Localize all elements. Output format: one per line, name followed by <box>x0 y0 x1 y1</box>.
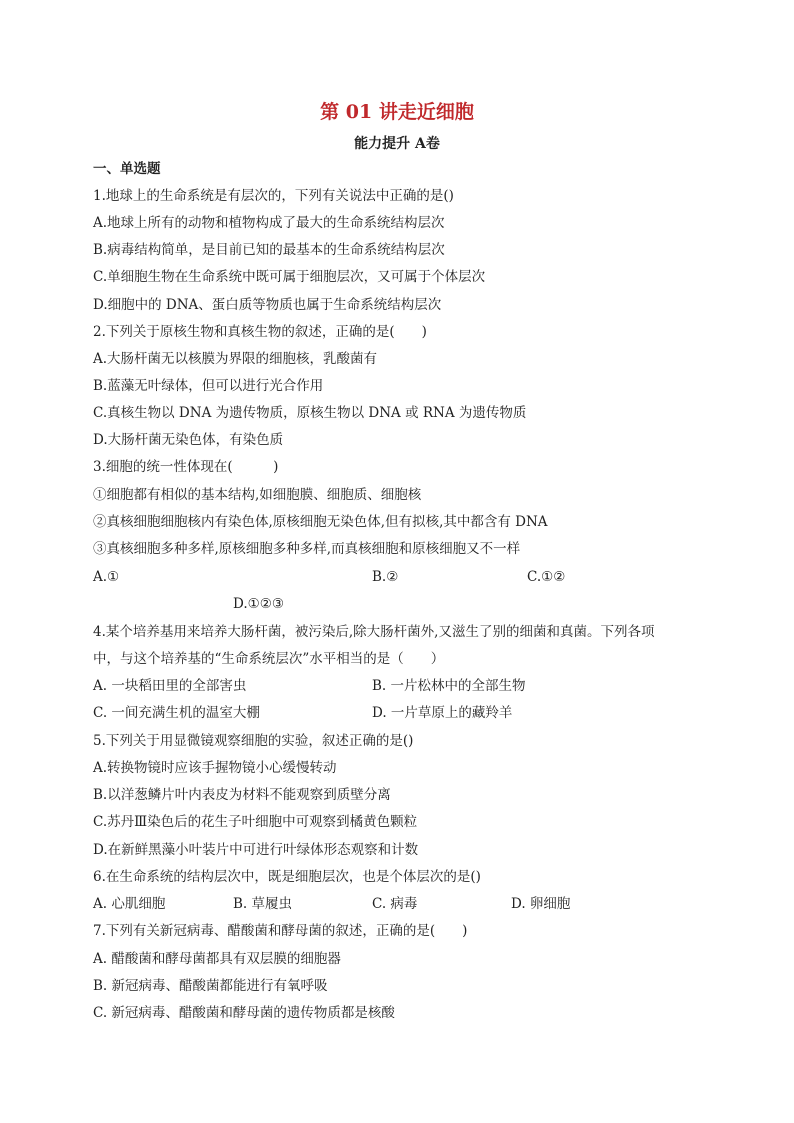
question-4-option-c: C. 一间充满生机的温室大棚 <box>93 705 260 721</box>
question-7-option-c: C. 新冠病毒、醋酸菌和酵母菌的遗传物质都是核酸 <box>93 1005 395 1021</box>
question-5-option-d: D.在新鲜黑藻小叶装片中可进行叶绿体形态观察和计数 <box>93 842 419 858</box>
question-2-option-b: B.蓝藻无叶绿体，但可以进行光合作用 <box>93 378 324 394</box>
question-5-option-b: B.以洋葱鳞片叶内表皮为材料不能观察到质壁分离 <box>93 787 391 803</box>
question-4-stem-line-1: 4.某个培养基用来培养大肠杆菌，被污染后,除大肠杆菌外,又滋生了别的细菌和真菌。下列各项 <box>93 624 655 640</box>
question-5-option-a: A.转换物镜时应该手握物镜小心缓慢转动 <box>93 760 337 776</box>
question-3-statement-3: ③真核细胞多种多样,原核细胞多种多样,而真核细胞和原核细胞又不一样 <box>93 541 521 557</box>
question-3-statement-1: ①细胞都有相似的基本结构,如细胞膜、细胞质、细胞核 <box>93 487 422 503</box>
question-2-option-c: C.真核生物以 DNA 为遗传物质，原核生物以 DNA 或 RNA 为遗传物质 <box>93 405 527 421</box>
question-5-option-c: C.苏丹Ⅲ染色后的花生子叶细胞中可观察到橘黄色颗粒 <box>93 814 418 830</box>
question-4-stem-line-2: 中，与这个培养基的“生命系统层次”水平相当的是（ ） <box>93 651 445 667</box>
question-3-option-d: D.①②③ <box>233 596 284 612</box>
question-6-stem: 6.在生命系统的结构层次中，既是细胞层次，也是个体层次的是() <box>93 869 481 885</box>
page-subtitle: 能力提升 A卷 <box>354 136 440 152</box>
question-1-option-c: C.单细胞生物在生命系统中既可属于细胞层次，又可属于个体层次 <box>93 269 486 285</box>
question-5-stem: 5.下列关于用显微镜观察细胞的实验，叙述正确的是() <box>93 733 414 749</box>
question-7-option-b: B. 新冠病毒、醋酸菌都能进行有氧呼吸 <box>93 978 328 994</box>
question-3-option-b: B.② <box>372 569 399 585</box>
question-3-option-a: A.① <box>93 569 120 585</box>
question-3-stem: 3.细胞的统一性体现在( ) <box>93 459 279 475</box>
question-6-option-c: C. 病毒 <box>372 896 418 912</box>
question-6-option-a: A. 心肌细胞 <box>93 896 166 912</box>
question-1-option-d: D.细胞中的 DNA、蛋白质等物质也属于生命系统结构层次 <box>93 297 442 313</box>
question-6-option-b: B. 草履虫 <box>233 896 293 912</box>
question-1-stem: 1.地球上的生命系统是有层次的，下列有关说法中正确的是() <box>93 188 454 204</box>
question-3-statement-2: ②真核细胞细胞核内有染色体,原核细胞无染色体,但有拟核,其中都含有 DNA <box>93 514 548 530</box>
question-2-option-d: D.大肠杆菌无染色体，有染色质 <box>93 432 284 448</box>
page-title: 第 01 讲走近细胞 <box>320 101 474 123</box>
question-4-option-b: B. 一片松林中的全部生物 <box>372 678 526 694</box>
question-3-option-c: C.①② <box>527 569 566 585</box>
section-heading: 一、单选题 <box>93 161 161 177</box>
question-4-option-a: A. 一块稻田里的全部害虫 <box>93 678 247 694</box>
question-7-stem: 7.下列有关新冠病毒、醋酸菌和酵母菌的叙述，正确的是( ) <box>93 923 468 939</box>
question-2-stem: 2.下列关于原核生物和真核生物的叙述，正确的是( ) <box>93 324 427 340</box>
question-6-option-d: D. 卵细胞 <box>511 896 571 912</box>
question-4-option-d: D. 一片草原上的藏羚羊 <box>372 705 513 721</box>
question-7-option-a: A. 醋酸菌和酵母菌都具有双层膜的细胞器 <box>93 951 341 967</box>
question-2-option-a: A.大肠杆菌无以核膜为界限的细胞核，乳酸菌有 <box>93 351 378 367</box>
question-1-option-b: B.病毒结构简单，是目前已知的最基本的生命系统结构层次 <box>93 242 445 258</box>
question-1-option-a: A.地球上所有的动物和植物构成了最大的生命系统结构层次 <box>93 215 445 231</box>
